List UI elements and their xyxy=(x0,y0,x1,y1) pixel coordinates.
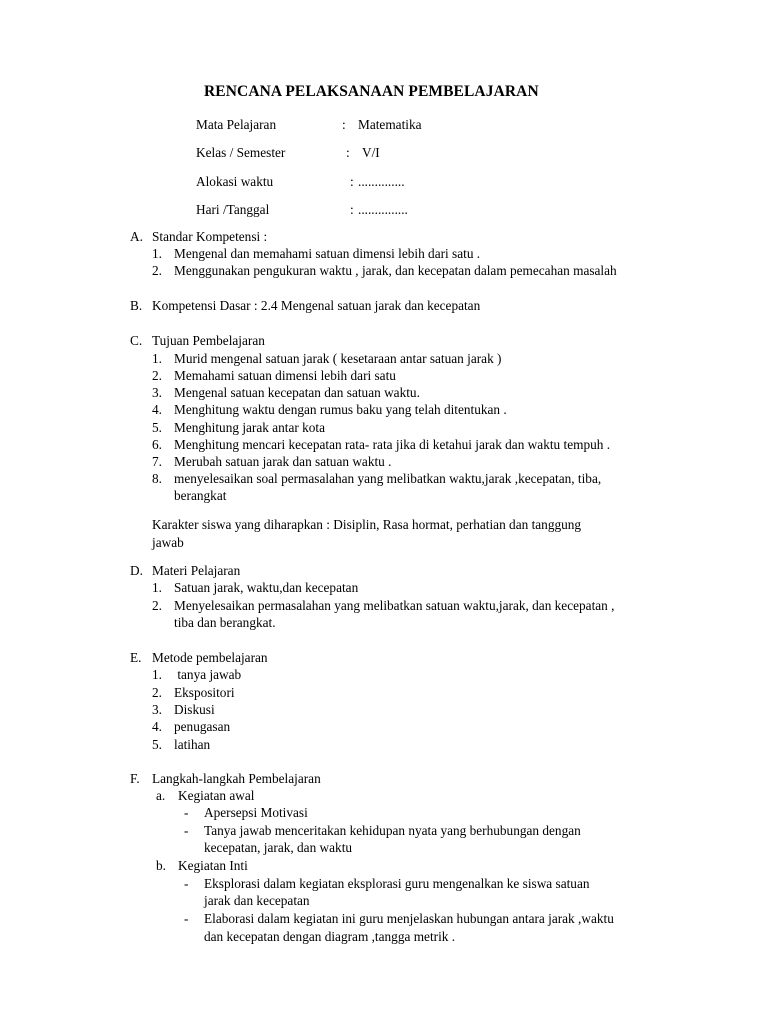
list-item: Menghitung mencari kecepatan rata- rata jika di ketahui jarak dan waktu tempuh . xyxy=(174,437,611,452)
list-item: Diskusi xyxy=(174,702,215,717)
section-letter: A. xyxy=(130,229,143,244)
list-number: 7. xyxy=(152,454,162,469)
list-item: Eksplorasi dalam kegiatan eksplorasi guru mengenalkan ke siswa satuan xyxy=(204,876,590,891)
list-number: 3. xyxy=(152,385,162,400)
list-item: Tanya jawab menceritakan kehidupan nyata yang berhubungan dengan xyxy=(204,823,581,838)
list-item-continuation: jarak dan kecepatan xyxy=(204,893,310,908)
alokasi-label: Alokasi waktu xyxy=(196,174,274,189)
list-number: 2. xyxy=(152,685,162,700)
list-item: Satuan jarak, waktu,dan kecepatan xyxy=(174,580,359,595)
list-number: 5. xyxy=(152,420,162,435)
section-heading: Kompetensi Dasar : 2.4 Mengenal satuan jarak dan kecepatan xyxy=(152,298,481,313)
list-number: 3. xyxy=(152,702,162,717)
list-item-continuation: dan kecepatan dengan diagram ,tangga metrik . xyxy=(204,929,456,944)
list-item-continuation: kecepatan, jarak, dan waktu xyxy=(204,840,353,855)
karakter-text-continuation: jawab xyxy=(152,535,184,550)
list-item: Ekspositori xyxy=(174,685,235,700)
list-number: 6. xyxy=(152,437,162,452)
section-letter: D. xyxy=(130,563,143,578)
section-heading: Tujuan Pembelajaran xyxy=(152,333,265,348)
list-number: 5. xyxy=(152,737,162,752)
list-number: 8. xyxy=(152,471,162,486)
section-heading: Langkah-langkah Pembelajaran xyxy=(152,771,321,786)
list-number: 4. xyxy=(152,402,162,417)
subsection-letter: b. xyxy=(156,858,166,873)
bullet-dash: - xyxy=(184,823,189,838)
bullet-dash: - xyxy=(184,911,189,926)
document-title: RENCANA PELAKSANAAN PEMBELAJARAN xyxy=(204,83,539,100)
alokasi-colon: : xyxy=(350,174,354,189)
section-heading: Standar Kompetensi : xyxy=(152,229,268,244)
list-item-continuation: berangkat xyxy=(174,488,227,503)
kelas-value: V/I xyxy=(362,145,380,160)
list-item: Menggunakan pengukuran waktu , jarak, dan kecepatan dalam pemecahan masalah xyxy=(174,263,617,278)
list-number: 1. xyxy=(152,351,162,366)
subsection-letter: a. xyxy=(156,788,166,803)
section-letter: E. xyxy=(130,650,142,665)
list-item: Merubah satuan jarak dan satuan waktu . xyxy=(174,454,392,469)
section-heading: Metode pembelajaran xyxy=(152,650,268,665)
list-item: Menyelesaikan permasalahan yang melibatkan satuan waktu,jarak, dan kecepatan , xyxy=(174,598,615,613)
list-item: Apersepsi Motivasi xyxy=(204,805,308,820)
list-number: 4. xyxy=(152,719,162,734)
karakter-text: Karakter siswa yang diharapkan : Disiplin, Rasa hormat, perhatian dan tanggung xyxy=(152,517,582,532)
section-letter: B. xyxy=(130,298,143,313)
list-number: 2. xyxy=(152,368,162,383)
list-item: latihan xyxy=(174,737,211,752)
list-item: penugasan xyxy=(174,719,231,734)
section-heading: Materi Pelajaran xyxy=(152,563,241,578)
list-number: 2. xyxy=(152,598,162,613)
bullet-dash: - xyxy=(184,805,189,820)
mata-pelajaran-value: Matematika xyxy=(358,117,422,132)
mata-pelajaran-label: Mata Pelajaran xyxy=(196,117,277,132)
list-item: Murid mengenal satuan jarak ( kesetaraan antar satuan jarak ) xyxy=(174,351,502,366)
list-item-continuation: tiba dan berangkat. xyxy=(174,615,276,630)
list-number: 1. xyxy=(152,667,162,682)
mata-pelajaran-colon: : xyxy=(342,117,346,132)
kelas-colon: : xyxy=(346,145,350,160)
alokasi-value: .............. xyxy=(358,174,405,189)
section-letter: C. xyxy=(130,333,143,348)
subsection-heading: Kegiatan awal xyxy=(178,788,255,803)
hari-value: ............... xyxy=(358,202,408,217)
list-item: tanya jawab xyxy=(174,667,242,682)
hari-colon: : xyxy=(350,202,354,217)
hari-label: Hari /Tanggal xyxy=(196,202,270,217)
subsection-heading: Kegiatan Inti xyxy=(178,858,248,873)
list-item: Menghitung waktu dengan rumus baku yang telah ditentukan . xyxy=(174,402,507,417)
bullet-dash: - xyxy=(184,876,189,891)
list-number: 1. xyxy=(152,246,162,261)
list-number: 1. xyxy=(152,580,162,595)
list-item: Elaborasi dalam kegiatan ini guru menjelaskan hubungan antara jarak ,waktu xyxy=(204,911,614,926)
section-letter: F. xyxy=(130,771,140,786)
list-item: Mengenal satuan kecepatan dan satuan waktu. xyxy=(174,385,420,400)
list-item: menyelesaikan soal permasalahan yang melibatkan waktu,jarak ,kecepatan, tiba, xyxy=(174,471,602,486)
kelas-label: Kelas / Semester xyxy=(196,145,286,160)
list-item: Menghitung jarak antar kota xyxy=(174,420,326,435)
list-item: Memahami satuan dimensi lebih dari satu xyxy=(174,368,396,383)
list-item: Mengenal dan memahami satuan dimensi lebih dari satu . xyxy=(174,246,481,261)
list-number: 2. xyxy=(152,263,162,278)
